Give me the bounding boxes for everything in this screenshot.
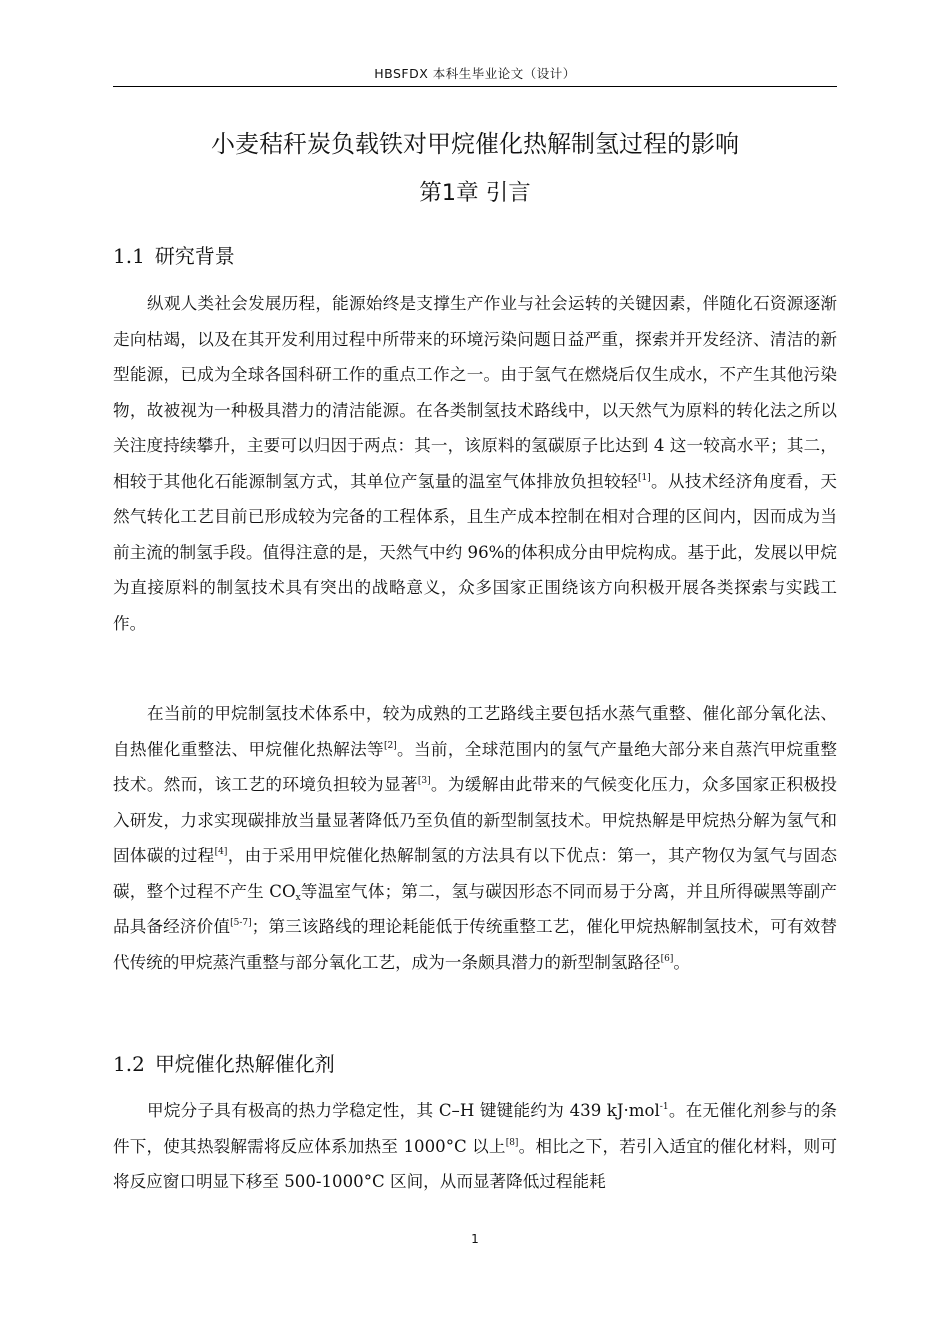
section-title: 甲烷催化热解催化剂: [154, 1052, 335, 1076]
section-number: 1.2: [113, 1052, 145, 1076]
page-number: 1: [471, 1232, 479, 1246]
paragraph-catalyst: 甲烷分子具有极高的热力学稳定性，其 C–H 键键能约为 439 kJ·mol$^{-1}$。在无催化剂参与的条件下，使其热裂解需将反应体系加热至 1000°C 以上[8]。相比之下，若引入适宜的催化材料，则可将反应窗口明显下移至 500-1000°C 区间，从而显著降低过程能耗: [113, 1101, 838, 1191]
citation: [2]: [383, 740, 397, 751]
section-title: 研究背景: [154, 244, 235, 268]
superscript: -1: [659, 1102, 669, 1112]
section-heading-1-2: [113, 1048, 335, 1077]
section-heading-1-1: [113, 240, 235, 269]
section-number: 1.1: [113, 244, 145, 268]
header-rule: [113, 86, 837, 87]
subscript: x: [295, 892, 301, 903]
citation: [5-7]: [230, 918, 252, 928]
paragraph-methods: 在当前的甲烷制氢技术体系中，较为成熟的工艺路线主要包括水蒸气重整、催化部分氧化法、自热催化重整法、甲烷催化热解法等[2]。当前，全球范围内的氢气产量绝大部分来自蒸汽甲烷重整技术。然而，该工艺的环境负担较为显著[3]。为缓解由此带来的气候变化压力，众多国家正积极投入研发，力求实现碳排放当量显著降低乃至负值的新型制氢技术。甲烷热解是甲烷热分解为氢气和固体碳的过程[4]，由于采用甲烷催化热解制氢的方法具有以下优点：第一，其产物仅为氢气与固态碳，整个过程不产生 $CO_x$等温室气体；第二，氢与碳因形态不同而易于分离，并且所得碳黑等副产品具备经济价值[5-7]；第三该路线的理论耗能低于传统重整工艺，催化甲烷热解制氢技术，可有效替代传统的甲烷蒸汽重整与部分氧化工艺，成为一条颇具潜力的新型制氢路径[6]。: [113, 704, 838, 972]
citation: [3]: [417, 776, 431, 786]
chapter-heading: 第1章 引言: [419, 180, 531, 206]
paragraph-background: 纵观人类社会发展历程，能源始终是支撑生产作业与社会运转的关键因素，伴随化石资源逐渐走向枯竭，以及在其开发利用过程中所带来的环境污染问题日益严重，探索并开发经济、清洁的新型能源，已成为全球各国科研工作的重点工作之一。由于氢气在燃烧后仅生成水，不产生其他污染物，故被视为一种极具潜力的清洁能源。在各类制氢技术路线中，以天然气为原料的转化法之所以关注度持续攀升，主要可以归因于两点：其一，该原料的氢碳原子比达到 4 这一较高水平；其二，相较于其他化石能源制氢方式，其单位产氢量的温室气体排放负担较轻[1]。从技术经济角度看，天然气转化工艺目前已形成较为完备的工程体系，且生产成本控制在相对合理的区间内，因而成为当前主流的制氢手段。值得注意的是，天然气中约 96%的体积成分由甲烷构成。基于此，发展以甲烷为直接原料的制氢技术具有突出的战略意义，众多国家正围绕该方向积极开展各类探索与实践工作。: [113, 294, 837, 633]
running-header: HBSFDX 本科生毕业论文（设计）: [374, 66, 576, 81]
citation: [6]: [660, 953, 674, 964]
citation: [1]: [637, 472, 651, 483]
citation: [4]: [214, 847, 228, 857]
thesis-title: 小麦秸秆炭负载铁对甲烷催化热解制氢过程的影响: [211, 130, 739, 158]
citation: [8]: [505, 1137, 519, 1148]
